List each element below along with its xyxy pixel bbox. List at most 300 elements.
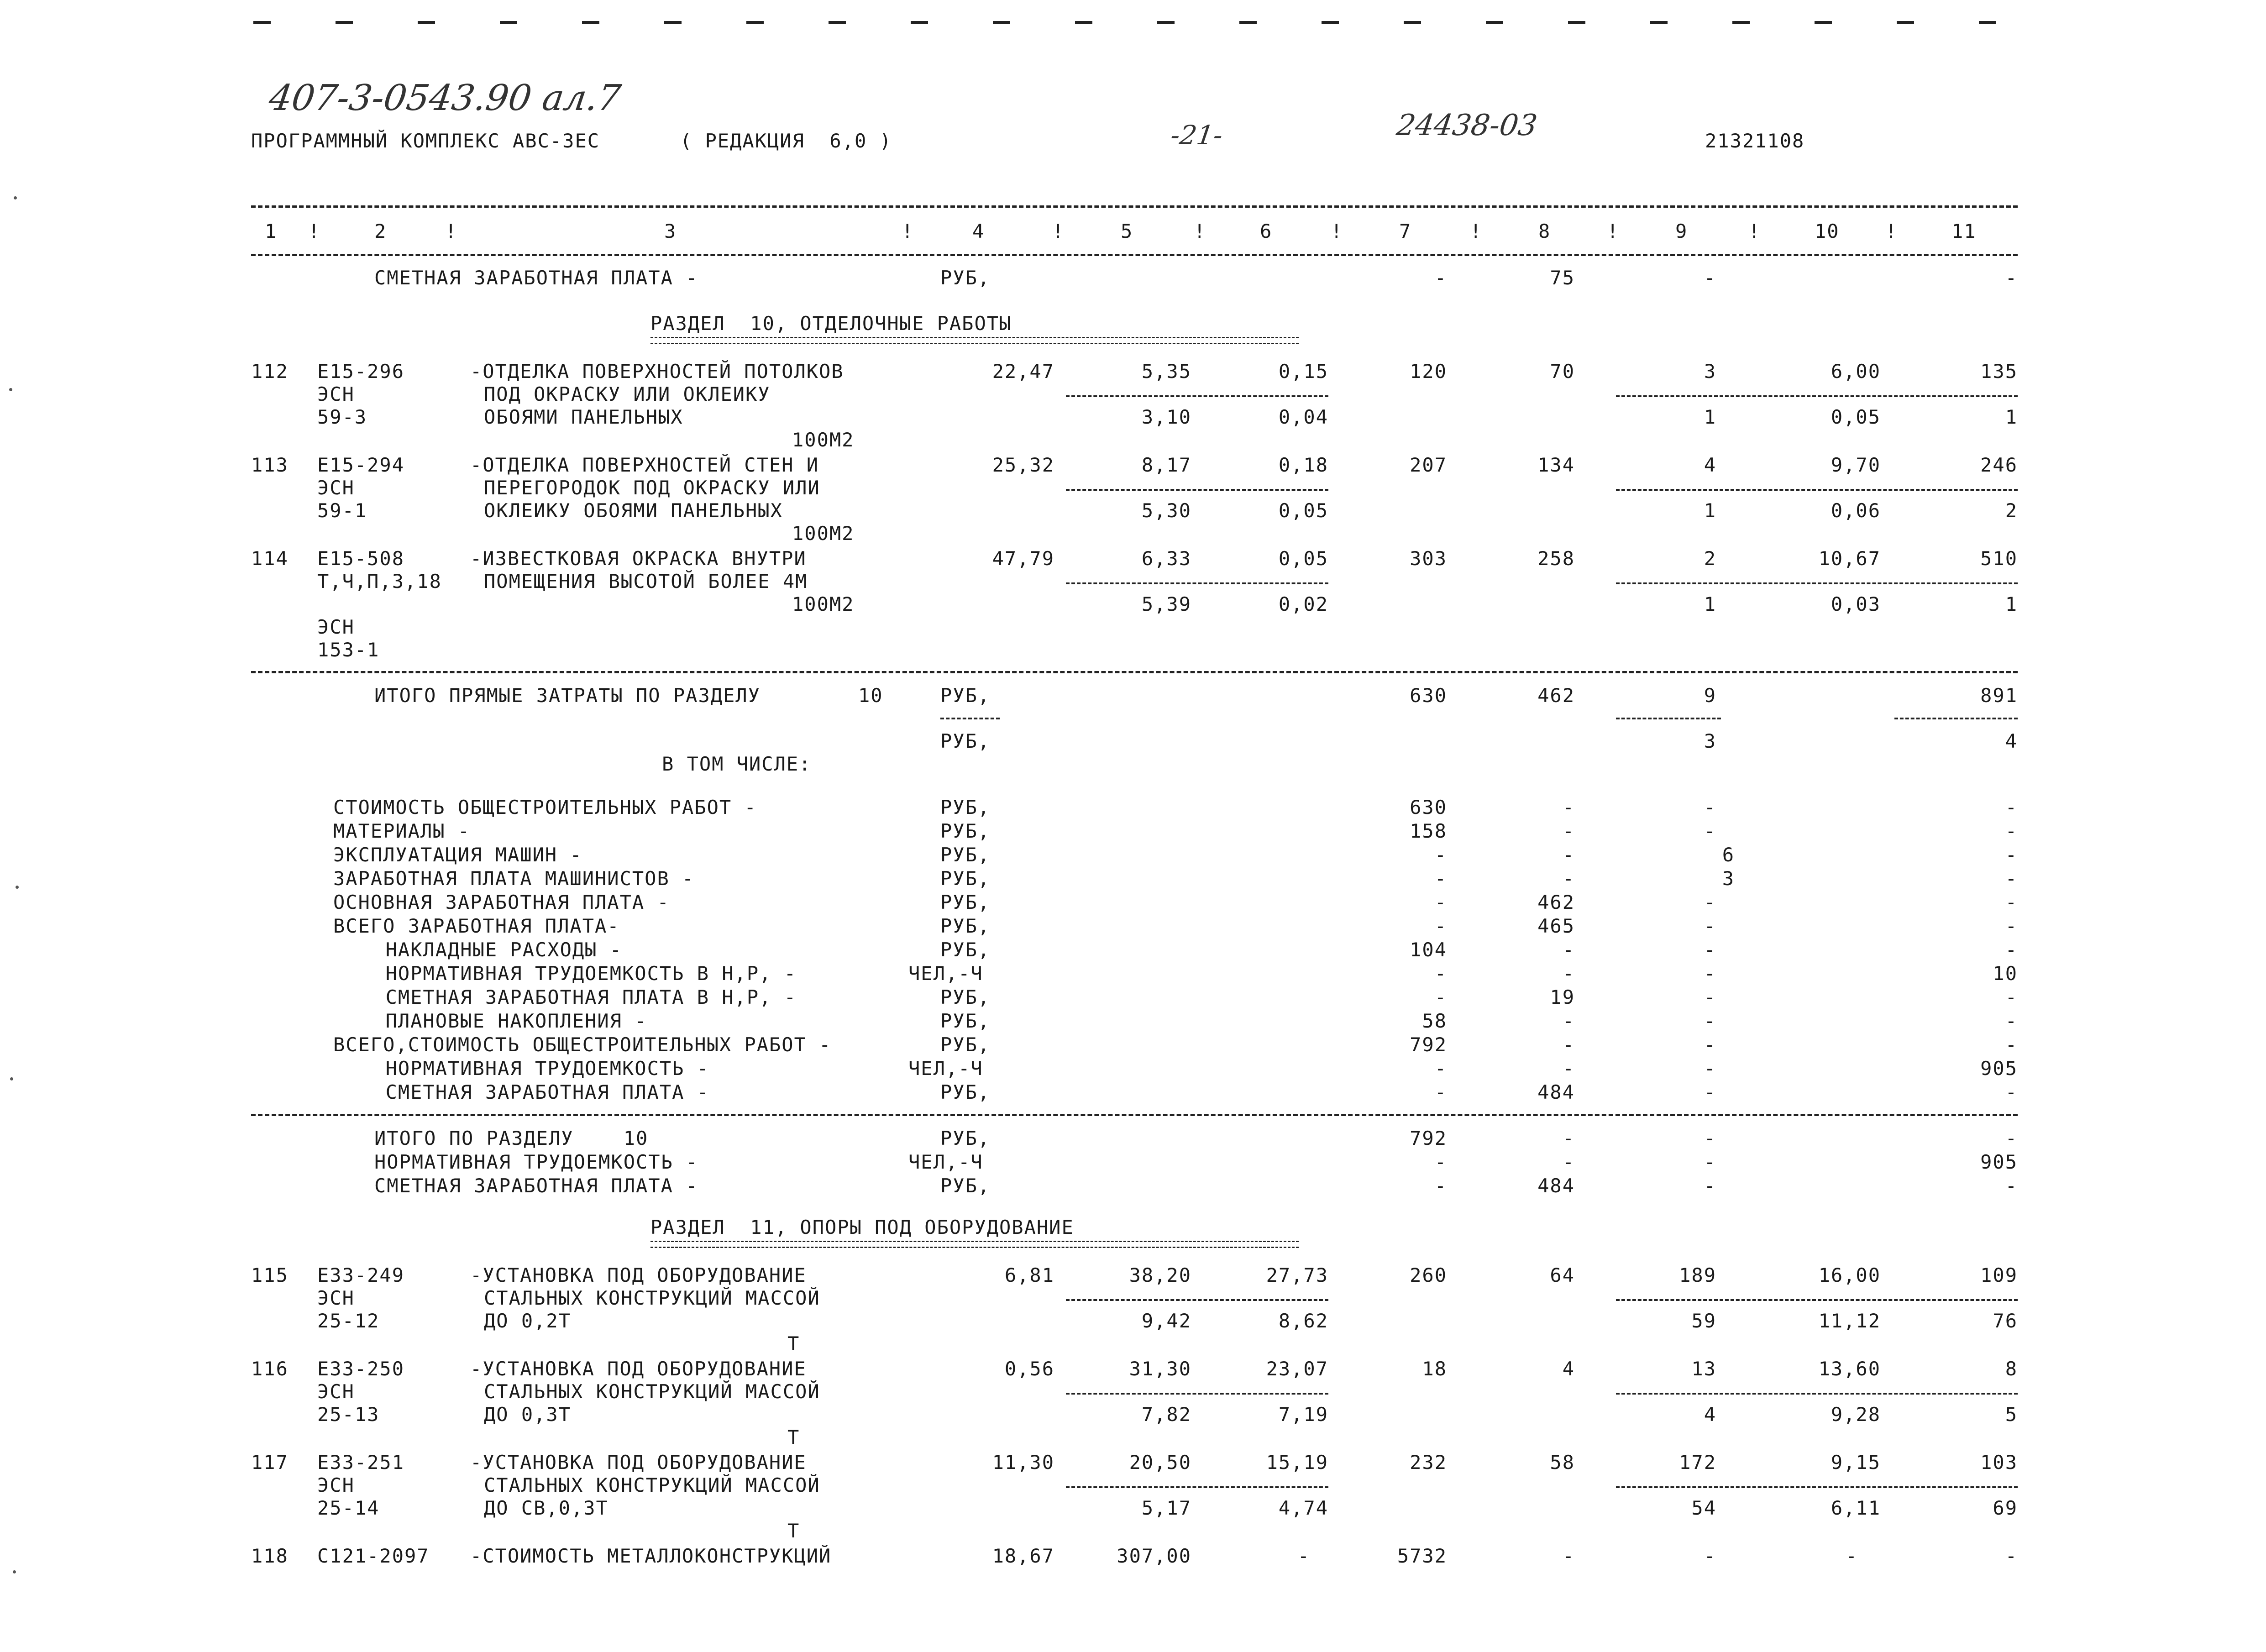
scan-mark: [1568, 21, 1585, 24]
cell-c11: -: [2005, 915, 2018, 937]
scan-speck: [13, 1570, 16, 1573]
breakdown-label: ОСНОВНАЯ ЗАРАБОТНАЯ ПЛАТА -: [333, 891, 670, 913]
breakdown-label: МАТЕРИАЛЫ -: [333, 820, 471, 842]
section-total-unit: РУБ,: [940, 1175, 991, 1197]
cell-c11: 135: [1980, 360, 2018, 383]
cell-c6: 0,05: [1278, 547, 1328, 570]
total-unit-2: РУБ,: [940, 730, 991, 752]
cell-c9: -: [1704, 939, 1716, 961]
cell-c8: 462: [1537, 891, 1575, 913]
cell-c10: 0,03: [1831, 593, 1881, 615]
sub-rule: [940, 718, 1000, 719]
cell-c10: 13,60: [1818, 1358, 1881, 1380]
item-number: 114: [251, 547, 288, 570]
cell-c11: -: [2005, 1033, 2018, 1056]
cell-c8: 484: [1537, 1081, 1575, 1103]
cell-c9: -: [1704, 1151, 1716, 1173]
breakdown-label: СМЕТНАЯ ЗАРАБОТНАЯ ПЛАТА -: [361, 1081, 710, 1103]
cell-c9: 3: [1704, 730, 1716, 752]
cell-c5: 38,20: [1129, 1264, 1191, 1286]
cell-c8: -: [1562, 1151, 1575, 1173]
cell-c11: 103: [1980, 1451, 2018, 1474]
cell-c9: 3: [1722, 867, 1735, 890]
item-unit: 100М2: [792, 429, 855, 451]
cell-c5: 5,30: [1141, 499, 1191, 522]
column-number-8: 8: [1538, 220, 1551, 242]
cell-c8: -: [1562, 962, 1575, 985]
scan-speck: [9, 388, 12, 391]
cell-c5: 3,10: [1141, 406, 1191, 428]
cell-c11: -: [2005, 867, 2018, 890]
breakdown-unit: РУБ,: [940, 867, 991, 890]
cell-c9: 4: [1704, 1403, 1716, 1426]
cell-c9: -: [1704, 915, 1716, 937]
column-number-2: 2: [374, 220, 387, 242]
handwritten-doc-code: 407-3-0543.90 ал.7: [266, 78, 624, 119]
item-code: Е15-296: [317, 360, 405, 383]
cell-c11: 109: [1980, 1264, 2018, 1286]
cell-c5: 5,39: [1141, 593, 1191, 615]
column-number-6: 6: [1260, 220, 1273, 242]
scan-mark: [1075, 21, 1092, 24]
cell-c9: -: [1704, 1057, 1716, 1080]
scan-mark: [1815, 21, 1832, 24]
cell-c8: 134: [1537, 454, 1575, 476]
cell-c11: 510: [1980, 547, 2018, 570]
cell-c4: 11,30: [992, 1451, 1054, 1474]
column-number-1: 1: [265, 220, 278, 242]
cell-c11: -: [2005, 1175, 2018, 1197]
cell-c8: -: [1562, 820, 1575, 842]
cell-c9: -: [1704, 1127, 1716, 1149]
cell-c5: 5,17: [1141, 1497, 1191, 1519]
cell-c11: 891: [1980, 684, 2018, 707]
cell-c10: 6,11: [1831, 1497, 1881, 1519]
cell-c7: 260: [1410, 1264, 1447, 1286]
cell-c9: 189: [1679, 1264, 1716, 1286]
cell-c9: 54: [1691, 1497, 1716, 1519]
item-code: Е33-249: [317, 1264, 405, 1286]
cell-c8: -: [1562, 796, 1575, 818]
cell-c7: -: [1434, 844, 1447, 866]
item-code: ЭСН: [317, 1380, 355, 1403]
item-number: 118: [251, 1545, 288, 1567]
item-code: ЭСН: [317, 616, 355, 638]
column-number-7: 7: [1399, 220, 1412, 242]
cell-c6: 23,07: [1266, 1358, 1328, 1380]
cell-c7: 120: [1410, 360, 1447, 383]
item-description: -УСТАНОВКА ПОД ОБОРУДОВАНИЕ: [470, 1451, 807, 1474]
scan-speck: [14, 196, 17, 199]
breakdown-unit: РУБ,: [940, 820, 991, 842]
total-section-number: 10: [858, 684, 883, 707]
item-code: Е15-294: [317, 454, 405, 476]
cell-c9: -: [1704, 986, 1716, 1008]
cell-c8: -: [1562, 867, 1575, 890]
cell-c9: 9: [1704, 684, 1716, 707]
cell-c9: 59: [1691, 1310, 1716, 1332]
cell-c7: -: [1434, 1081, 1447, 1103]
column-separator: !: [1607, 220, 1620, 242]
cell-c8: -: [1562, 844, 1575, 866]
cell-c9: -: [1704, 820, 1716, 842]
cell-c8: 75: [1550, 267, 1575, 289]
row-label: СМЕТНАЯ ЗАРАБОТНАЯ ПЛАТА -: [374, 267, 698, 289]
cell-c11: -: [2005, 1127, 2018, 1149]
sub-rule: [1066, 1393, 1328, 1395]
column-number-10: 10: [1815, 220, 1840, 242]
program-title: ПРОГРАММНЫЙ КОМПЛЕКС АВС-3ЕС: [251, 130, 600, 152]
cell-c10: 0,05: [1831, 406, 1881, 428]
section-total-unit: РУБ,: [940, 1127, 991, 1149]
cell-c11: 2: [2005, 499, 2018, 522]
handwritten-ref-code: 24438-03: [1394, 109, 1539, 142]
cell-c8: -: [1562, 1010, 1575, 1032]
section-11-title: РАЗДЕЛ 11, ОПОРЫ ПОД ОБОРУДОВАНИЕ: [650, 1216, 1074, 1238]
cell-c9: -: [1704, 267, 1716, 289]
item-unit: Т: [787, 1520, 800, 1542]
item-description: ПЕРЕГОРОДОК ПОД ОКРАСКУ ИЛИ: [484, 477, 820, 499]
scan-mark: [1979, 21, 1996, 24]
cell-c11: -: [2005, 1545, 2018, 1567]
cell-c7: 630: [1410, 684, 1447, 707]
item-code: 153-1: [317, 639, 380, 661]
item-unit: Т: [787, 1332, 800, 1355]
cell-c6: 7,19: [1278, 1403, 1328, 1426]
cell-c6: 0,15: [1278, 360, 1328, 383]
column-number-11: 11: [1951, 220, 1977, 242]
breakdown-label: ПЛАНОВЫЕ НАКОПЛЕНИЯ -: [361, 1010, 647, 1032]
total-unit: РУБ,: [940, 684, 991, 707]
cell-c8: 64: [1550, 1264, 1575, 1286]
items-end-rule: [251, 671, 2018, 673]
cell-c5: 307,00: [1117, 1545, 1191, 1567]
cell-c4: 47,79: [992, 547, 1054, 570]
column-separator: !: [1331, 220, 1343, 242]
scan-mark: [500, 21, 517, 24]
breakdown-end-rule: [251, 1114, 2018, 1116]
cell-c7: 792: [1410, 1033, 1447, 1056]
cell-c11: -: [2005, 820, 2018, 842]
column-separator: !: [1194, 220, 1206, 242]
breakdown-label: СМЕТНАЯ ЗАРАБОТНАЯ ПЛАТА В Н,Р, -: [361, 986, 797, 1008]
cell-c7: -: [1434, 962, 1447, 985]
item-description: -СТОИМОСТЬ МЕТАЛЛОКОНСТРУКЦИЙ: [470, 1545, 832, 1567]
cell-c9: -: [1704, 891, 1716, 913]
item-number: 117: [251, 1451, 288, 1474]
item-code: 59-1: [317, 499, 367, 522]
cell-c7: -: [1434, 915, 1447, 937]
item-number: 113: [251, 454, 288, 476]
cell-c4: 22,47: [992, 360, 1054, 383]
section-total-label: СМЕТНАЯ ЗАРАБОТНАЯ ПЛАТА -: [374, 1175, 698, 1197]
cell-c9: 1: [1704, 406, 1716, 428]
cell-c10: 9,15: [1831, 1451, 1881, 1474]
cell-c8: -: [1562, 1127, 1575, 1149]
document-code: 21321108: [1705, 130, 1805, 152]
cell-c5: 9,42: [1141, 1310, 1191, 1332]
scan-mark: [1322, 21, 1339, 24]
cell-c9: -: [1704, 1010, 1716, 1032]
scan-mark: [1486, 21, 1503, 24]
cell-c8: 4: [1562, 1358, 1575, 1380]
cell-c11: 10: [1993, 962, 2018, 985]
breakdown-label: ЭКСПЛУАТАЦИЯ МАШИН -: [333, 844, 582, 866]
cell-c11: 1: [2005, 593, 2018, 615]
sub-rule: [1616, 1393, 2018, 1395]
scan-mark: [1404, 21, 1421, 24]
breakdown-unit: РУБ,: [940, 986, 991, 1008]
cell-c9: -: [1704, 1033, 1716, 1056]
scan-mark: [418, 21, 435, 24]
sub-rule: [1066, 489, 1328, 491]
breakdown-label: ВСЕГО ЗАРАБОТНАЯ ПЛАТА-: [333, 915, 620, 937]
cell-c6: 0,02: [1278, 593, 1328, 615]
item-description: СТАЛЬНЫХ КОНСТРУКЦИЙ МАССОЙ: [484, 1380, 820, 1403]
column-number-3: 3: [664, 220, 677, 242]
cell-c7: -: [1434, 891, 1447, 913]
cell-c11: 8: [2005, 1358, 2018, 1380]
item-code: ЭСН: [317, 1474, 355, 1496]
scan-mark: [911, 21, 928, 24]
section-total-unit: ЧЕЛ,-Ч: [908, 1151, 983, 1173]
item-description: ДО 0,2Т: [484, 1310, 572, 1332]
cell-c8: 465: [1537, 915, 1575, 937]
item-code: 25-13: [317, 1403, 380, 1426]
item-code: 59-3: [317, 406, 367, 428]
section-10-underline: [650, 337, 1299, 344]
breakdown-label: СТОИМОСТЬ ОБЩЕСТРОИТЕЛЬНЫХ РАБОТ -: [333, 796, 757, 818]
cell-c7: 5732: [1397, 1545, 1447, 1567]
cell-c8: 19: [1550, 986, 1575, 1008]
scan-mark: [336, 21, 353, 24]
cell-c7: -: [1434, 1151, 1447, 1173]
cell-c6: 15,19: [1266, 1451, 1328, 1474]
item-code: ЭСН: [317, 383, 355, 405]
cell-c4: 18,67: [992, 1545, 1054, 1567]
cell-c11: 905: [1980, 1151, 2018, 1173]
item-description: ОБОЯМИ ПАНЕЛЬНЫХ: [484, 406, 683, 428]
cell-c11: 1: [2005, 406, 2018, 428]
cell-c9: 3: [1704, 360, 1716, 383]
cell-c11: 5: [2005, 1403, 2018, 1426]
item-description: -ИЗВЕСТКОВАЯ ОКРАСКА ВНУТРИ: [470, 547, 807, 570]
breakdown-unit: РУБ,: [940, 939, 991, 961]
item-description: СТАЛЬНЫХ КОНСТРУКЦИЙ МАССОЙ: [484, 1287, 820, 1309]
breakdown-label: ВСЕГО,СТОИМОСТЬ ОБЩЕСТРОИТЕЛЬНЫХ РАБОТ -: [333, 1033, 832, 1056]
item-description: СТАЛЬНЫХ КОНСТРУКЦИЙ МАССОЙ: [484, 1474, 820, 1496]
item-number: 116: [251, 1358, 288, 1380]
cell-c6: 0,05: [1278, 499, 1328, 522]
item-number: 115: [251, 1264, 288, 1286]
cell-c9: -: [1704, 1175, 1716, 1197]
cell-c11: 4: [2005, 730, 2018, 752]
breakdown-unit: ЧЕЛ,-Ч: [908, 1057, 983, 1080]
item-code: Е33-250: [317, 1358, 405, 1380]
cell-c7: 630: [1410, 796, 1447, 818]
cell-c11: -: [2005, 844, 2018, 866]
column-number-5: 5: [1121, 220, 1133, 242]
cell-c11: 76: [1993, 1310, 2018, 1332]
cell-c6: -: [1297, 1545, 1310, 1567]
column-separator: !: [1885, 220, 1898, 242]
cell-c10: 11,12: [1818, 1310, 1881, 1332]
section-total-label: ИТОГО ПО РАЗДЕЛУ 10: [374, 1127, 649, 1149]
item-code: Е15-508: [317, 547, 405, 570]
breakdown-unit: ЧЕЛ,-Ч: [908, 962, 983, 985]
item-code: 25-12: [317, 1310, 380, 1332]
column-number-4: 4: [972, 220, 985, 242]
cell-c9: -: [1704, 962, 1716, 985]
cell-c6: 8,62: [1278, 1310, 1328, 1332]
cell-c5: 6,33: [1141, 547, 1191, 570]
cell-c10: 9,70: [1831, 454, 1881, 476]
cell-c9: 2: [1704, 547, 1716, 570]
item-code: Т,Ч,П,3,18: [317, 570, 442, 593]
cell-c7: -: [1434, 986, 1447, 1008]
item-unit: 100М2: [792, 522, 855, 545]
column-separator: !: [308, 220, 321, 242]
scan-mark: [993, 21, 1010, 24]
breakdown-unit: РУБ,: [940, 915, 991, 937]
scan-mark: [1732, 21, 1750, 24]
cell-c7: 303: [1410, 547, 1447, 570]
sub-rule: [1616, 1486, 2018, 1488]
sub-rule: [1066, 1486, 1328, 1488]
section-total-label: НОРМАТИВНАЯ ТРУДОЕМКОСТЬ -: [374, 1151, 698, 1173]
item-description: -ОТДЕЛКА ПОВЕРХНОСТЕЙ ПОТОЛКОВ: [470, 360, 844, 383]
cell-c8: 484: [1537, 1175, 1575, 1197]
sub-rule: [1616, 489, 2018, 491]
sub-rule: [1066, 1299, 1328, 1301]
cell-c8: -: [1562, 1033, 1575, 1056]
item-description: ОКЛЕИКУ ОБОЯМИ ПАНЕЛЬНЫХ: [484, 499, 783, 522]
cell-c11: -: [2005, 1010, 2018, 1032]
cell-c9: 4: [1704, 454, 1716, 476]
item-description: ДО 0,3Т: [484, 1403, 572, 1426]
header-bottom-rule: [251, 254, 2018, 256]
scan-mark: [582, 21, 599, 24]
cell-c9: 172: [1679, 1451, 1716, 1474]
sub-rule: [1616, 718, 1721, 719]
cell-c5: 8,17: [1141, 454, 1191, 476]
handwritten-page-mark: -21-: [1169, 120, 1225, 151]
cell-c7: -: [1434, 1175, 1447, 1197]
sub-rule: [1066, 395, 1328, 397]
breakdown-unit: РУБ,: [940, 796, 991, 818]
cell-c9: 1: [1704, 593, 1716, 615]
scan-mark: [1897, 21, 1914, 24]
scan-speck: [10, 1077, 13, 1080]
cell-c4: 0,56: [1004, 1358, 1054, 1380]
sub-rule: [1066, 582, 1328, 584]
edition-label: ( РЕДАКЦИЯ 6,0 ): [680, 130, 892, 152]
item-code: ЭСН: [317, 1287, 355, 1309]
section-10-title: РАЗДЕЛ 10, ОТДЕЛОЧНЫЕ РАБОТЫ: [650, 312, 1012, 335]
cell-c7: 232: [1410, 1451, 1447, 1474]
cell-c10: 16,00: [1818, 1264, 1881, 1286]
item-code: ЭСН: [317, 477, 355, 499]
cell-c4: 6,81: [1004, 1264, 1054, 1286]
scan-mark: [746, 21, 764, 24]
cell-c7: 104: [1410, 939, 1447, 961]
column-separator: !: [902, 220, 914, 242]
cell-c11: -: [2005, 267, 2018, 289]
cell-c7: 58: [1422, 1010, 1447, 1032]
cell-c11: 69: [1993, 1497, 2018, 1519]
cell-c11: 905: [1980, 1057, 2018, 1080]
cell-c6: 0,04: [1278, 406, 1328, 428]
scan-mark: [829, 21, 846, 24]
breakdown-unit: РУБ,: [940, 891, 991, 913]
cell-c9: 13: [1691, 1358, 1716, 1380]
item-code: 25-14: [317, 1497, 380, 1519]
cell-c7: 18: [1422, 1358, 1447, 1380]
cell-c5: 5,35: [1141, 360, 1191, 383]
cell-c6: 4,74: [1278, 1497, 1328, 1519]
scan-mark: [1650, 21, 1668, 24]
cell-c8: -: [1562, 939, 1575, 961]
cell-c11: 246: [1980, 454, 2018, 476]
cell-c8: -: [1562, 1545, 1575, 1567]
scan-speck: [16, 886, 19, 889]
cell-c6: 0,18: [1278, 454, 1328, 476]
cell-c9: 1: [1704, 499, 1716, 522]
cell-c9: -: [1704, 1081, 1716, 1103]
cell-c7: -: [1434, 267, 1447, 289]
column-separator: !: [1748, 220, 1761, 242]
cell-c8: 70: [1550, 360, 1575, 383]
column-separator: !: [1052, 220, 1065, 242]
cell-c8: 462: [1537, 684, 1575, 707]
cell-c7: -: [1434, 1057, 1447, 1080]
scan-mark: [253, 21, 271, 24]
cell-c8: 58: [1550, 1451, 1575, 1474]
breakdown-unit: РУБ,: [940, 1081, 991, 1103]
sub-rule: [1616, 582, 2018, 584]
breakdown-unit: РУБ,: [940, 1033, 991, 1056]
cell-c11: -: [2005, 891, 2018, 913]
cell-c7: -: [1434, 867, 1447, 890]
cell-c10: -: [1845, 1545, 1858, 1567]
cell-c7: 207: [1410, 454, 1447, 476]
item-description: ПОМЕЩЕНИЯ ВЫСОТОЙ БОЛЕЕ 4М: [484, 570, 808, 593]
sub-rule: [1894, 718, 2018, 719]
breakdown-label: ЗАРАБОТНАЯ ПЛАТА МАШИНИСТОВ -: [333, 867, 695, 890]
total-label: ИТОГО ПРЯМЫЕ ЗАТРАТЫ ПО РАЗДЕЛУ: [374, 684, 761, 707]
cell-c8: 258: [1537, 547, 1575, 570]
item-code: Е33-251: [317, 1451, 405, 1474]
cell-c9: -: [1704, 796, 1716, 818]
cell-c8: -: [1562, 1057, 1575, 1080]
cell-c9: -: [1704, 1545, 1716, 1567]
cell-c10: 6,00: [1831, 360, 1881, 383]
item-unit: 100М2: [792, 593, 855, 615]
item-description: -ОТДЕЛКА ПОВЕРХНОСТЕЙ СТЕН И: [470, 454, 819, 476]
cell-c11: -: [2005, 986, 2018, 1008]
breakdown-unit: РУБ,: [940, 844, 991, 866]
cell-c10: 10,67: [1818, 547, 1881, 570]
column-separator: !: [445, 220, 458, 242]
cell-c4: 25,32: [992, 454, 1054, 476]
scan-mark: [1239, 21, 1257, 24]
column-separator: !: [1470, 220, 1483, 242]
scan-mark: [664, 21, 682, 24]
including-label: В ТОМ ЧИСЛЕ:: [662, 753, 812, 775]
item-unit: Т: [787, 1426, 800, 1448]
item-code: С121-2097: [317, 1545, 430, 1567]
cell-c11: -: [2005, 1081, 2018, 1103]
